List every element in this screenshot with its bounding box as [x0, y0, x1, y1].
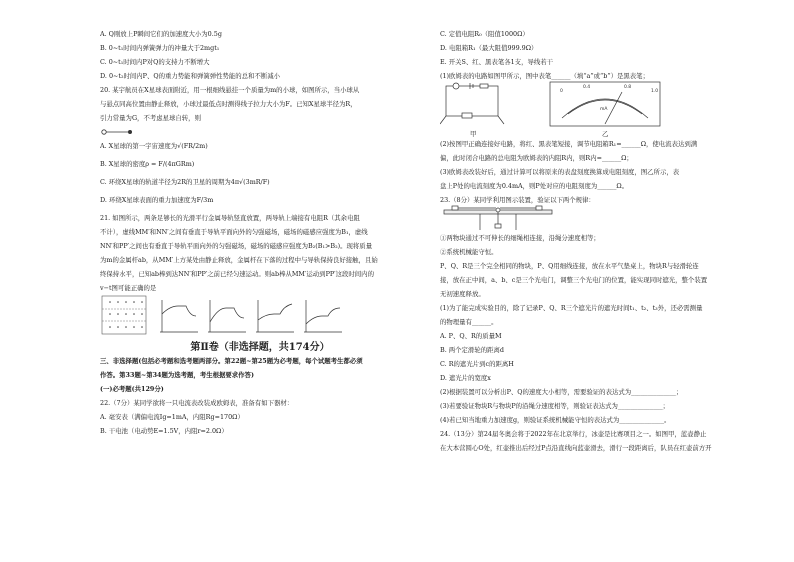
q22-part-1: (1)欧姆表的电路如图甲所示，图中表笔______（填“a”或“b”）是黑表笔；	[440, 72, 649, 80]
q20-option-d: D. 环绕X星球表面的重力加速度为F/3m	[100, 196, 214, 204]
q21-stem-line-3: NN′和PP′之间也有垂直于导轨平面向外的匀强磁场，磁场的磁感应强度为B₂(B₁>B₂)。现将质量	[100, 242, 373, 250]
q23-option-b: B. 两个定滑轮的距离d	[440, 346, 504, 354]
right-column	[440, 30, 760, 452]
q22-item-b: B. 干电池（电动势E=1.5V，内阻r=2.0Ω）	[100, 427, 228, 435]
q20-stem-line-3: 引力常量为G，不考虑星球自转，则	[100, 114, 201, 122]
part-two-heading: 第Ⅱ卷（非选择题，共174分）	[190, 342, 330, 353]
q23-para-line-2: 接，放在正中间，a、b、c是三个光电门，调整三个光电门的位置，能实现同时遮光，整个装置	[440, 276, 708, 284]
q23-part-1-line-1: (1)为了能完成实验目的，除了记录P、Q、R三个遮光片的遮光时间t₁、t₂、t₃外，还必需测量	[440, 304, 703, 312]
left-column	[100, 30, 420, 435]
q20-stem-line-2: 与悬点同高位置由静止释放，小球过最低点时测得线子拉力大小为F。已知X星球半径为R，	[100, 100, 357, 108]
section-three-line-2: 作答。第33题~第34题为选考题，考生根据要求作答)	[100, 371, 254, 379]
q19-option-d: D. 0~t₂时间内P、Q的重力势能和弹簧弹性势能的总和不断减小	[100, 72, 281, 80]
q20-option-b: B. X星球的密度ρ = F/(4πGRm)	[100, 160, 195, 168]
q20-option-a: A. X星球的第一宇宙速度为√(FR/2m)	[100, 142, 208, 150]
q19-option-b: B. 0~t₁时间内弹簧弹力的冲量大于2mgt₁	[100, 44, 220, 52]
figure-label-yi: 乙	[602, 130, 609, 138]
q24-stem-line-2: 在大本营圆心O处，红壶推出后经过P点沿直线向蓝壶滑去，滑行一段距离后，队员在红壶前方开	[440, 444, 712, 452]
q23-stem: 23.（8分）某同学利用图示装置，验证以下两个规律：	[440, 196, 595, 204]
q23-goal-1: ①两物块通过不可伸长的细绳相连接，沿绳分速度相等；	[440, 234, 600, 242]
q22-item-c: C. 定值电阻R₀（阻值1000Ω）	[440, 30, 529, 38]
q23-part-1-line-2: 的物理量有______。	[440, 318, 498, 326]
q22-part-2-line-1: (2)按图甲正确连接好电路，将红、黑表笔短接，调节电阻箱R₁=______Ω，使电流表达到满	[440, 140, 698, 148]
q22-item-e: E. 开关S、红、黑表笔各1支，导线若干	[440, 58, 554, 66]
q22-part-3-line-1: (3)欧姆表改装好后，通过计算可以将原来的表盘刻度换算成电阻刻度，图乙所示，表	[440, 168, 680, 176]
q23-option-d: D. 遮光片的宽度x	[440, 374, 491, 382]
q21-figure-and-vt-graphs	[100, 292, 420, 338]
q22-part-3-line-2: 盘上P处的电流刻度为0.4mA，则P处对应的电阻刻度为______Ω。	[440, 182, 629, 190]
required-questions-heading: (一)必考题(共129分)	[100, 385, 164, 393]
q22-stem: 22.（7分）某同学欲将一只电流表改装成欧姆表，准备有如下器材：	[100, 399, 294, 407]
q22-figures	[440, 80, 760, 140]
q19-option-c: C. 0~t₁时间内P对Q的支持力不断增大	[100, 58, 210, 66]
q23-option-c: C. R的遮光片到c的距离H	[440, 360, 514, 368]
svg-text:1.0: 1.0	[651, 89, 659, 94]
q23-part-3: (3)若要验证物块R与物块P的沿绳分速度相等，则验证表达式为______________；	[440, 402, 670, 410]
svg-text:0: 0	[560, 89, 563, 94]
q23-para-line-3: 无初速度释放。	[440, 290, 485, 298]
q22-item-a: A. 毫安表（满偏电流Ig=1mA，内阻Rg=170Ω）	[100, 413, 244, 421]
q21-stem-line-1: 21. 如图所示，两条足够长的光滑平行金属导轨竖直放置，两导轨上端接有电阻R（其余电阻	[100, 214, 360, 222]
pendulum-figure	[100, 122, 420, 142]
q19-option-a: A. Q刚放上P瞬间它们的加速度大小为0.5g	[100, 30, 222, 38]
q23-goal-2: ②系统机械能守恒。	[440, 248, 498, 256]
ohmmeter-circuit-and-dial	[440, 80, 760, 140]
svg-text:0.4: 0.4	[583, 85, 591, 90]
q20-option-c: C. 环绕X星球的轨道半径为2R的卫星的周期为4π√(3mR/F)	[100, 178, 270, 186]
q22-item-d: D. 电阻箱R₁（最大阻值999.9Ω）	[440, 44, 538, 52]
q24-stem-line-1: 24.（13分）第24届冬奥会将于2022年在北京举行，冰壶是比赛项目之一。如图甲，蓝壶静止	[440, 430, 707, 438]
q20-stem-line-1: 20. 某宇航员在X星球表面附近，用一根细线悬挂一个质量为m的小球，如图所示，当小球从	[100, 86, 360, 94]
q23-apparatus-figure	[440, 204, 760, 234]
svg-text:0.8: 0.8	[624, 85, 632, 90]
q22-part-2-line-2: 偏，此时闭合电路的总电阻为欧姆表的内阻R内，则R内=______Ω；	[440, 154, 633, 162]
figure-label-jia: 甲	[470, 130, 477, 138]
q21-stem-line-4: 为m的金属杆ab，从MM′上方某处由静止释放，金属杆在下落的过程中与导轨保持良好接触，且始	[100, 256, 378, 264]
q21-stem-line-5: 终保持水平，已知ab棒到达NN′和PP′之前已经匀速运动。则ab棒从MM′运动到PP′这段时间内的	[100, 270, 374, 278]
svg-text:mA: mA	[600, 107, 608, 112]
q23-part-2: (2)根据装置可以分析出P、Q的速度大小相等，需要验证的表达式为______________；	[440, 388, 683, 396]
q21-stem-line-6: v−t图可能正确的是	[100, 284, 157, 292]
section-three-line-1: 三、非选择题(包括必考题和选考题两部分。第22题~第25题为必考题，每个试题考生都必须	[100, 357, 363, 365]
q23-para-line-1: P、Q、R是三个完全相同的物块，P、Q用细线连接，放在水平气垫桌上，物块R与轻滑轮连	[440, 262, 699, 270]
q23-part-4: (4)若已知当地重力加速度g，则验证系统机械能守恒的表达式为______________。	[440, 416, 671, 424]
q21-stem-line-2: 不计），虚线MM′和NN′之间有垂直于导轨平面向外的匀强磁场，磁场的磁感应强度为B₁，虚线	[100, 228, 368, 236]
q23-option-a: A. P、Q、R的质量M	[440, 332, 502, 340]
